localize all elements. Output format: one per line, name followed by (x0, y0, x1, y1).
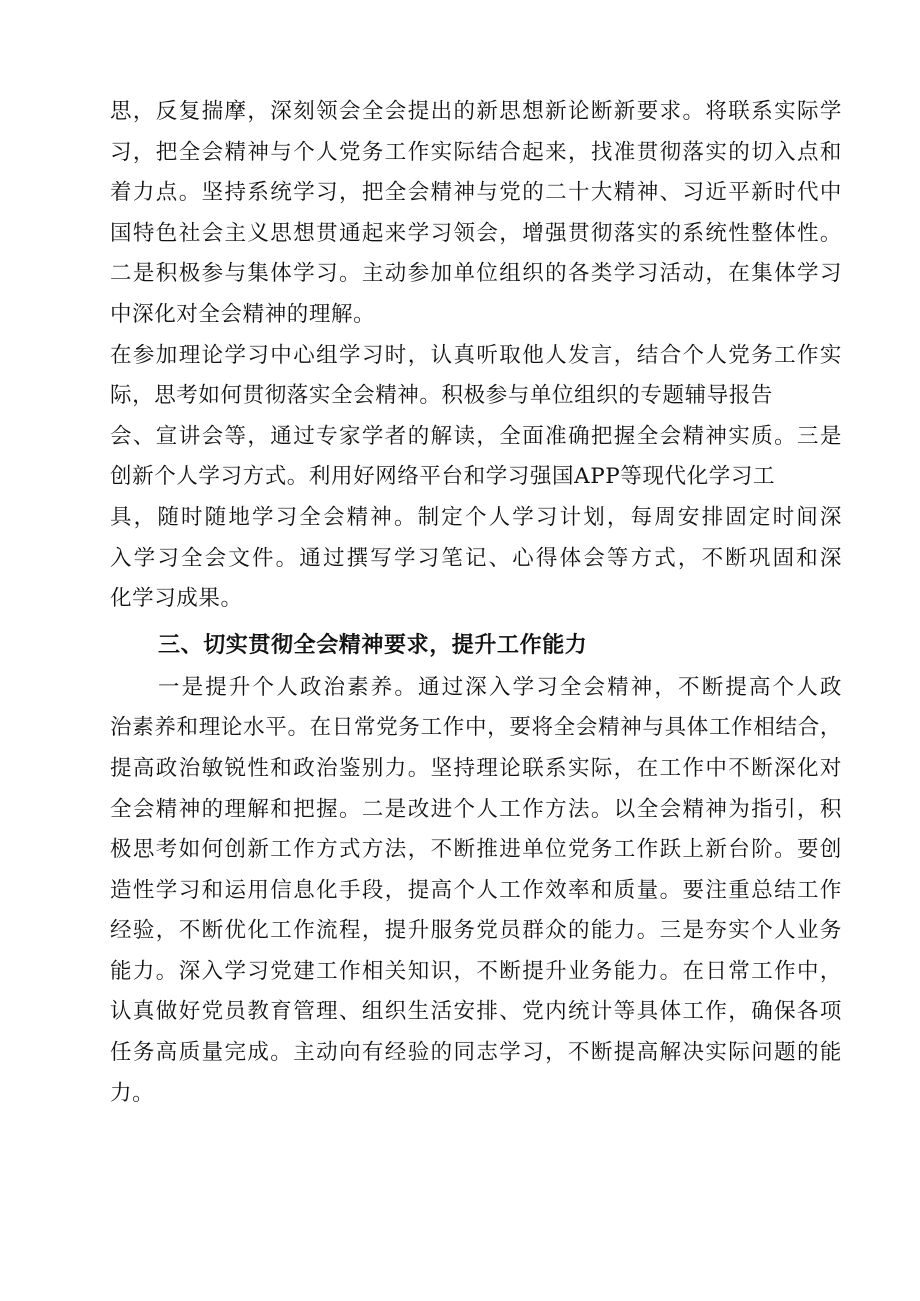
text-line: 提高政治敏锐性和政治鉴别力。坚持理论联系实际，在工作中不断深化对 (110, 755, 842, 781)
text-line: 习，把全会精神与个人党务工作实际结合起来，找准贯彻落实的切入点和 (110, 139, 842, 165)
text-line: 在参加理论学习中心组学习时，认真听取他人发言，结合个人党务工作实 (110, 342, 842, 368)
document-body (110, 92, 842, 1114)
text-line: 具，随时随地学习全会精神。制定个人学习计划，每周安排固定时间深 (110, 504, 842, 530)
text-line: 会、宣讲会等，通过专家学者的解读，全面准确把握全会精神实质。三是 (110, 423, 842, 449)
text-line: 任务高质量完成。主动向有经验的同志学习，不断提高解决实际问题的能 (110, 1040, 842, 1066)
text-line: 一是提升个人政治素养。通过深入学习全会精神，不断提高个人政 (158, 674, 842, 700)
text-line: 力。 (110, 1080, 155, 1106)
section-heading: 三、切实贯彻全会精神要求，提升工作能力 (158, 632, 588, 658)
text-line: 际，思考如何贯彻落实全会精神。积极参与单位组织的专题辅导报告 (110, 383, 774, 409)
text-line: 能力。深入学习党建工作相关知识，不断提升业务能力。在日常工作中， (110, 958, 842, 984)
text-line: 中深化对全会精神的理解。 (110, 301, 376, 327)
text-line: 着力点。坚持系统学习，把全会精神与党的二十大精神、习近平新时代中 (110, 180, 842, 206)
text-line: 治素养和理论水平。在日常党务工作中，要将全会精神与具体工作相结合， (110, 715, 842, 741)
text-line: 极思考如何创新工作方式方法，不断推进单位党务工作跃上新台阶。要创 (110, 837, 842, 863)
text-line: 造性学习和运用信息化手段，提高个人工作效率和质量。要注重总结工作 (110, 877, 842, 903)
text-line: 创新个人学习方式。利用好网络平台和学习强国APP等现代化学习工 (110, 464, 776, 490)
text-line: 二是积极参与集体学习。主动参加单位组织的各类学习活动，在集体学习 (110, 261, 842, 287)
text-line: 认真做好党员教育管理、组织生活安排、党内统计等具体工作，确保各项 (110, 999, 842, 1025)
text-line: 经验，不断优化工作流程，提升服务党员群众的能力。三是夯实个人业务 (110, 918, 842, 944)
text-line: 全会精神的理解和把握。二是改进个人工作方法。以全会精神为指引，积 (110, 796, 842, 822)
text-line: 化学习成果。 (110, 586, 243, 612)
text-line: 入学习全会文件。通过撰写学习笔记、心得体会等方式，不断巩固和深 (110, 545, 842, 571)
text-line: 思，反复揣摩，深刻领会全会提出的新思想新论断新要求。将联系实际学 (110, 99, 842, 124)
text-line: 国特色社会主义思想贯通起来学习领会，增强贯彻落实的系统性整体性。 (110, 220, 842, 246)
